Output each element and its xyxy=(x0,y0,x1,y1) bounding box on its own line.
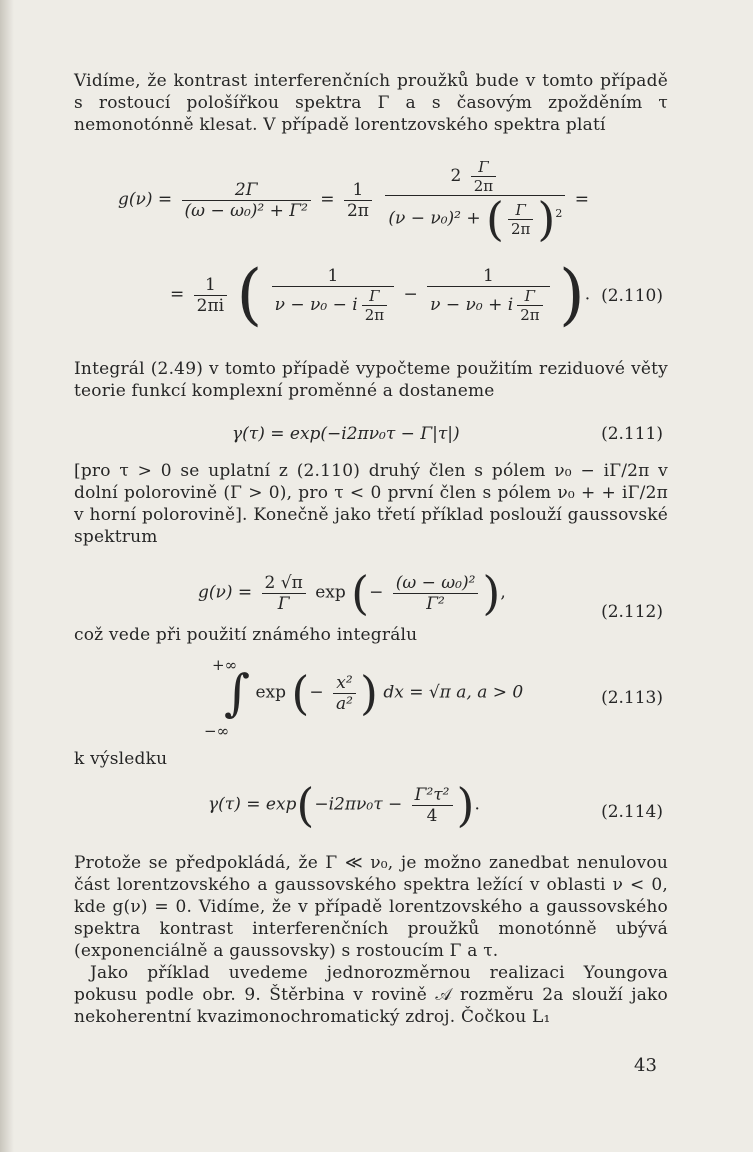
equation-2-112: g(ν) = $\frac{2 √\pi}{\Gamma}$ exp (− $\frac{\text{(ω − ω₀)²}}{\text{Γ²}}$ ), xyxy=(198,566,506,620)
term-1: 1 ν − ν₀ − i $\frac{\Gamma}{2\pi}$ xyxy=(272,266,394,324)
equation-2-111: γ(τ) = exp(−i2πν₀τ − Γ|τ|) xyxy=(232,424,460,444)
fraction-1-2pii: $\frac{1}{2\pi i}$ xyxy=(194,275,227,316)
paragraph-1: Vidíme, že kontrast interferenčních proužků bude v tomto případě s rostoucí pološířkou spektra Γ a s časovým zpožděním τ nemonotónně klesat. V případě lorentzovského spektra platí xyxy=(74,71,668,135)
page-edge-shadow xyxy=(0,0,14,1152)
equation-number-2-112: (2.112) xyxy=(601,602,663,622)
integral-lower-limit: −∞ xyxy=(204,722,230,740)
fraction-lorentz: 2 $\frac{\Gamma}{2\pi}$ (ν − ν₀)² + ( $\frac{\Gamma}{2\pi}$ )$^2$ xyxy=(385,158,565,242)
fraction-1-2pi: $\frac{1}{2\pi}$ xyxy=(344,180,372,221)
equation-number-2-114: (2.114) xyxy=(601,802,663,822)
paragraph-7: Jako příklad uvedeme jednorozměrnou realizaci Youngova pokusu podle obr. 9. Štěrbina v rovině 𝒜 rozměru 2a slouží jako nekoherentní kvazimonochromatický zdroj. Čočkou L₁ xyxy=(74,963,668,1027)
equation-2-110-line-1: g(ν) = $\frac{2\Gamma}{\text{(ω − ω₀)² + Γ²}}$ = $\frac{1}{2\pi}$ 2 $\frac{\Gamma}{2\pi}$ (ν − ν₀)² + ( $\frac{\Gamma}{2\pi}$ )$^2$ = xyxy=(118,158,589,246)
integral-sign: ∫ xyxy=(224,664,251,722)
paragraph-4: což vede při použití známého integrálu xyxy=(74,625,418,645)
eq-lhs: g(ν) = xyxy=(118,189,173,210)
paragraph-5: k výsledku xyxy=(74,749,168,769)
paragraph-6: Protože se předpokládá, že Γ ≪ ν₀, je možno zanedbat nenulovou část lorentzovského a gaussovského spektra ležící v oblasti ν < 0, kde g(ν) = 0. Vidíme, že v případě lorentzovského a gaussovského spektra kontrast interferenčních proužků monotónně ubývá (exponenciálně a gaussovsky) s rostoucím Γ a τ. xyxy=(74,853,668,961)
equation-2-114: γ(τ) = exp(−i2πν₀τ − $\frac{\text{Γ²τ²}}{4}$ ). xyxy=(208,778,480,832)
term-2: 1 ν − ν₀ + i $\frac{\Gamma}{2\pi}$ xyxy=(427,266,549,324)
equation-number-2-110: (2.110) xyxy=(601,286,663,306)
paragraph-2: Integrál (2.49) v tomto případě vypočteme použitím reziduové věty teorie funkcí komplexní proměnné a dostaneme xyxy=(74,359,668,401)
equation-2-113: ∫ exp (− $\frac{\text{x²}}{\text{a²}}$ ) dx = √π a, a > 0 xyxy=(224,664,524,722)
equation-number-2-111: (2.111) xyxy=(601,424,663,444)
integral-upper-limit: +∞ xyxy=(212,656,238,674)
fraction-2gamma: $\frac{2\Gamma}{\text{(ω − ω₀)² + Γ²}}$ xyxy=(182,180,311,221)
paragraph-3: [pro τ > 0 se uplatní z (2.110) druhý člen s pólem ν₀ − iΓ/2π v dolní polorovině (Γ > 0), pro τ < 0 první člen s pólem ν₀ + + iΓ/2π v horní polorovině]. Konečně jako třetí příklad poslouží gaussovské spektrum xyxy=(74,461,668,547)
equation-number-2-113: (2.113) xyxy=(601,688,663,708)
page-number: 43 xyxy=(634,1055,657,1076)
equation-2-110-line-2: = $\frac{1}{2\pi i}$ ( 1 ν − ν₀ − i $\frac{\Gamma}{2\pi}$ − 1 ν − ν₀ + i $\frac{\Gamma}{2\pi}$ ). xyxy=(170,256,591,333)
